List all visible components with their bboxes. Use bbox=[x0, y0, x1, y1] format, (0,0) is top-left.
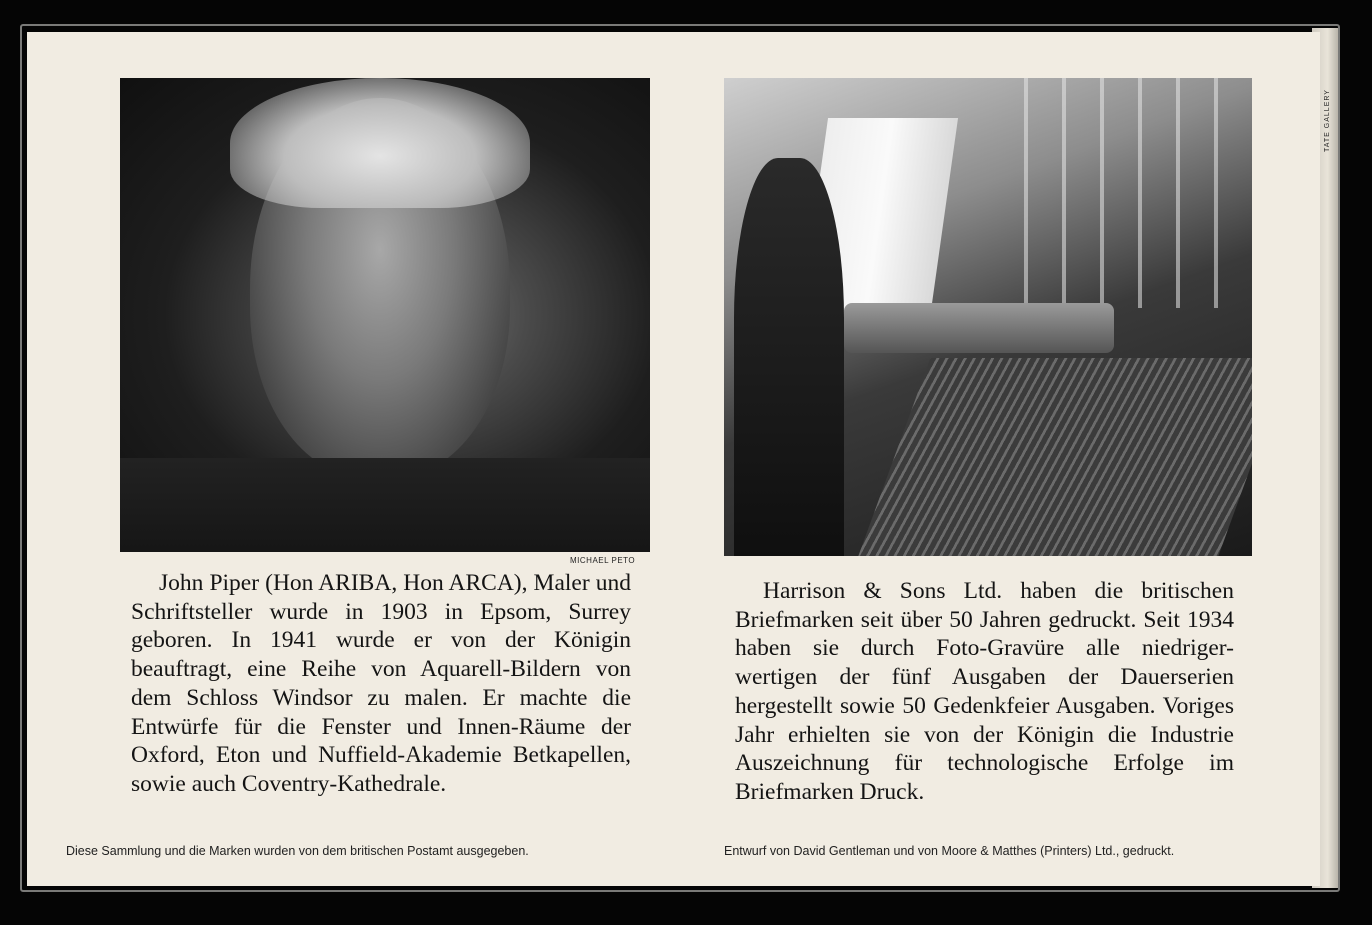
portrait-coat bbox=[120, 458, 650, 552]
printing-press-photo bbox=[724, 78, 1252, 556]
footer-right-note: Entwurf von David Gentleman und von Moore & Matthes (Printers) Ltd., gedruckt. bbox=[724, 844, 1175, 858]
piper-biography-text: John Piper (Hon ARIBA, Hon ARCA), Maler und Schriftsteller wurde in 1903 in Epsom, Surrey geboren. In 1941 wurde er von der Königin beauftragt, eine Reihe von Aquarell-Bildern von dem Schloss Windsor zu malen. Er machte die Entwürfe für die Fenster und Innen-Räume der Oxford, Eton und Nuffield-Akademie Betkapellen, sowie auch Coventry-Kathedrale. bbox=[131, 570, 631, 797]
press-machine-bed bbox=[858, 358, 1252, 556]
harrison-sons-text: Harrison & Sons Ltd. haben die britischen Briefmarken seit über 50 Jahren gedruckt. Seit 1934 haben sie durch Foto-Gravüre alle niedriger-wertigen der fünf Ausgaben der Dauerserien hergestellt sowie 50 Gedenkfeier Ausgaben. Voriges Jahr erhielten sie von der Königin die Industrie Auszeichnung für technologische Erfolge im Briefmarken Druck. bbox=[735, 578, 1234, 805]
booklet-page bbox=[27, 32, 1320, 886]
press-operator bbox=[734, 158, 844, 556]
portrait-hair bbox=[230, 78, 530, 208]
footer-left-note: Diese Sammlung und die Marken wurden von dem britischen Postamt ausgegeben. bbox=[66, 844, 529, 858]
tate-gallery-label: TATE GALLERY bbox=[1324, 89, 1331, 152]
press-factory-columns bbox=[1024, 78, 1252, 308]
portrait-photo bbox=[120, 78, 650, 552]
photo-credit: MICHAEL PETO bbox=[570, 556, 636, 565]
press-roller bbox=[844, 303, 1114, 353]
